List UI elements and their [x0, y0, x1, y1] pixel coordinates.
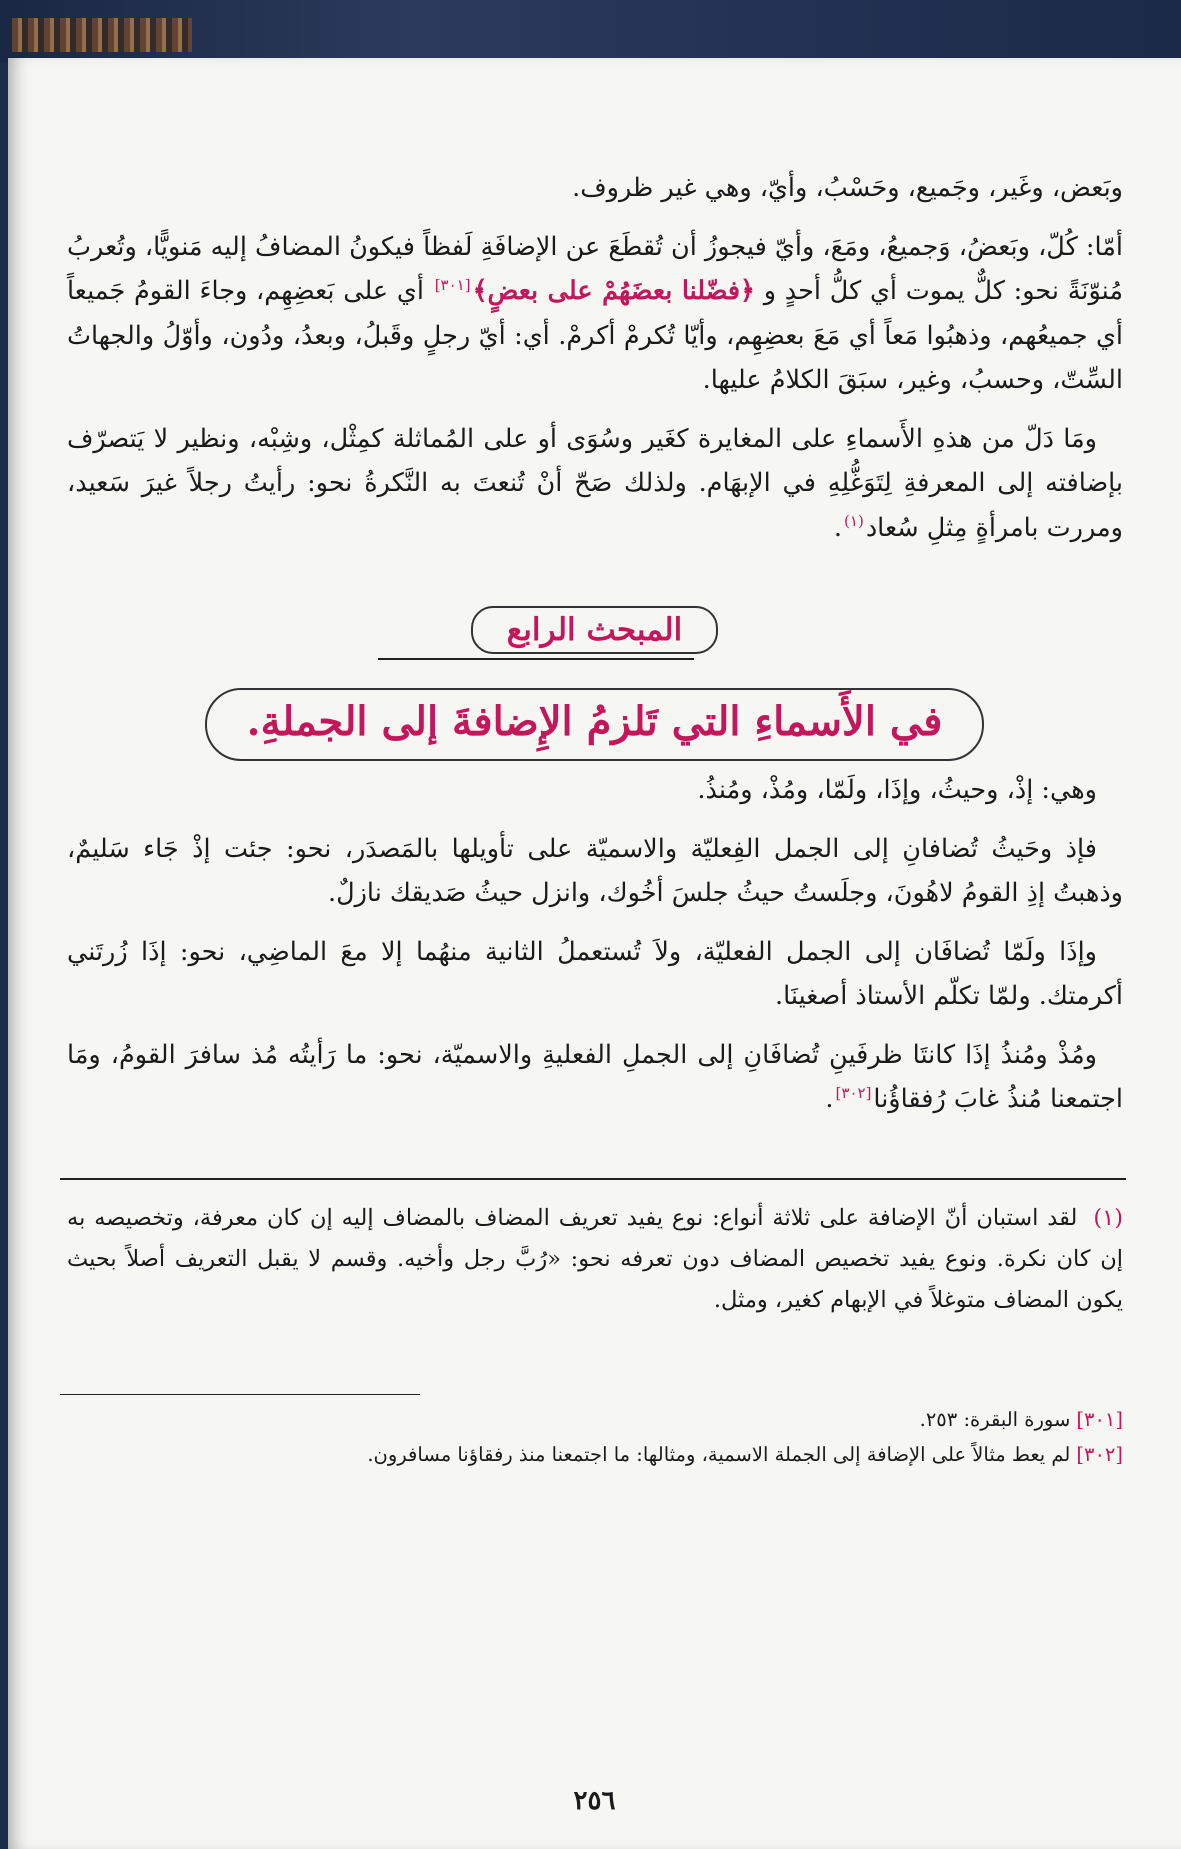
- footnote-separator: [60, 1178, 1126, 1180]
- main-text-top: [67, 166, 1123, 564]
- references: [67, 1402, 1123, 1472]
- section-title: في الأَسماءِ التي تَلزمُ الإِضافةَ إلى الجملةِ.: [205, 688, 985, 761]
- quran-quote: ﴿فضّلنا بعضَهُمْ على بعضٍ﴾: [472, 276, 755, 306]
- footnote-text: لقد استبان أنّ الإضافة على ثلاثة أنواع: نوع يفيد تعريف المضاف بالمضاف إليه إن كان معرفة، وتخصيصه به إن كان نكرة. ونوع يفيد تخصيص المضاف دون تعرفه نحو: «رُبَّ رجل وأخيه. وقسم لا يقبل التعريف أصلاً بحيث يكون المضاف متوغلاً في الإبهام كغير، ومثل.: [67, 1205, 1123, 1313]
- paragraph-3: ومَا دَلّ من هذهِ الأَسماءِ على المغايرة كغَير وسُوَى أو على المُماثلة كمِثْل، وشِبْه، ونظير لا يَتصرّف بإضافته إلى المعرفةِ لِتَوَغُّلِهِ في الإبهَام. ولذلك صَحّ أنْ تُنعتَ به النَّكرةُ نحو: رأيتُ رجلاً غيرَ سَعيد، ومررت بامرأةٍ مِثلِ سُعاد$^{(١)}$.: [67, 423, 1123, 543]
- cover-texture: [12, 18, 192, 52]
- paragraph-4: وهي: إذْ، وحيثُ، وإذَا، ولَمّا، ومُذْ، ومُنذُ.: [697, 775, 1097, 805]
- section-label: المبحث الرابع: [471, 606, 718, 654]
- section-rule: [378, 658, 694, 660]
- refs-separator: [60, 1394, 420, 1395]
- ref-302-marker: [٣٠٢]: [835, 1083, 872, 1102]
- page-number: ٢٥٦: [573, 1786, 616, 1816]
- book-cover-edge: [0, 0, 1181, 62]
- reference-item: [٣٠١]سورة البقرة: ٢٥٣.: [919, 1408, 1123, 1431]
- paragraph-7: ومُذْ ومُنذُ إذَا كانتَا ظرفَينِ تُضافَانِ إلى الجملِ الفعليةِ والاسميّة، نحو: ما رَأيتُه مُذ سافرَ القومُ، ومَا اجتمعنا مُنذُ غابَ رُفقاؤُنا[٣٠٢].: [67, 1039, 1123, 1114]
- reference-item: [٣٠٢]لم يعط مثالاً على الإضافة إلى الجملة الاسمية، ومثالها: ما اجتمعنا منذ رفقاؤنا مسافرون.: [367, 1443, 1123, 1466]
- paragraph-1: وبَعض، وغَير، وجَميع، وحَسْبُ، وأيّ، وهي غير ظروف.: [572, 173, 1123, 203]
- footnote-number: (١): [1093, 1205, 1123, 1231]
- ref-301-marker: [٣٠١]: [434, 275, 471, 294]
- book-page: [8, 58, 1181, 1849]
- section-title-wrap: [8, 688, 1181, 761]
- paragraph-6: وإذَا ولَمّا تُضافَان إلى الجمل الفعليّة، ولاَ تُستعملُ الثانية منهُما إلا معَ الماضِي، نحو: إذَا زُرتَني أكرمتك. ولمّا تكلّم الأستاذ أصغينَا.: [67, 936, 1123, 1011]
- main-text-bottom: [67, 768, 1123, 1136]
- paragraph-2: أمّا: كُلّ، وبَعضُ، وَجميعُ، ومَعَ، وأيّ فيجوزُ أن تُقطَعَ عن الإضافَةِ لَفظاً فيكونُ المضافُ إليه مَنويًّا، وتُعربُ مُنوّنَةً نحو: كلٌّ يموت أي كلُّ أحدٍ و ﴿فضّلنا بعضَهُمْ على بعضٍ﴾[٣٠١] أي على بَعضِهِم، وجاءَ القومُ جَميعاً أي جميعُهم، وذهبُوا مَعاً أي مَعَ بعضِهِم، وأيّا تُكرمْ أكرمْ. أي: أيّ رجلٍ وقَبلُ، وبعدُ، ودُون، وأوّلُ والجهاتُ السِّتّ، وحسبُ، وغير، سبَقَ الكلامُ عليها.: [67, 231, 1124, 395]
- paragraph-5: فإذ وحَيثُ تُضافانِ إلى الجمل الفِعليّة والاسميّة على تأويلها بالمَصدَر، نحو: جئت إذْ جَاء سَليمٌ، وذهبتُ إذِ القومُ لاهُونَ، وجلَستُ حيثُ جلسَ أخُوك، وانزل حيثُ صَديقك نازلٌ.: [67, 833, 1123, 908]
- footnote: [67, 1198, 1123, 1321]
- section-label-wrap: [8, 606, 1181, 654]
- footnote-1-marker: (١): [844, 512, 864, 530]
